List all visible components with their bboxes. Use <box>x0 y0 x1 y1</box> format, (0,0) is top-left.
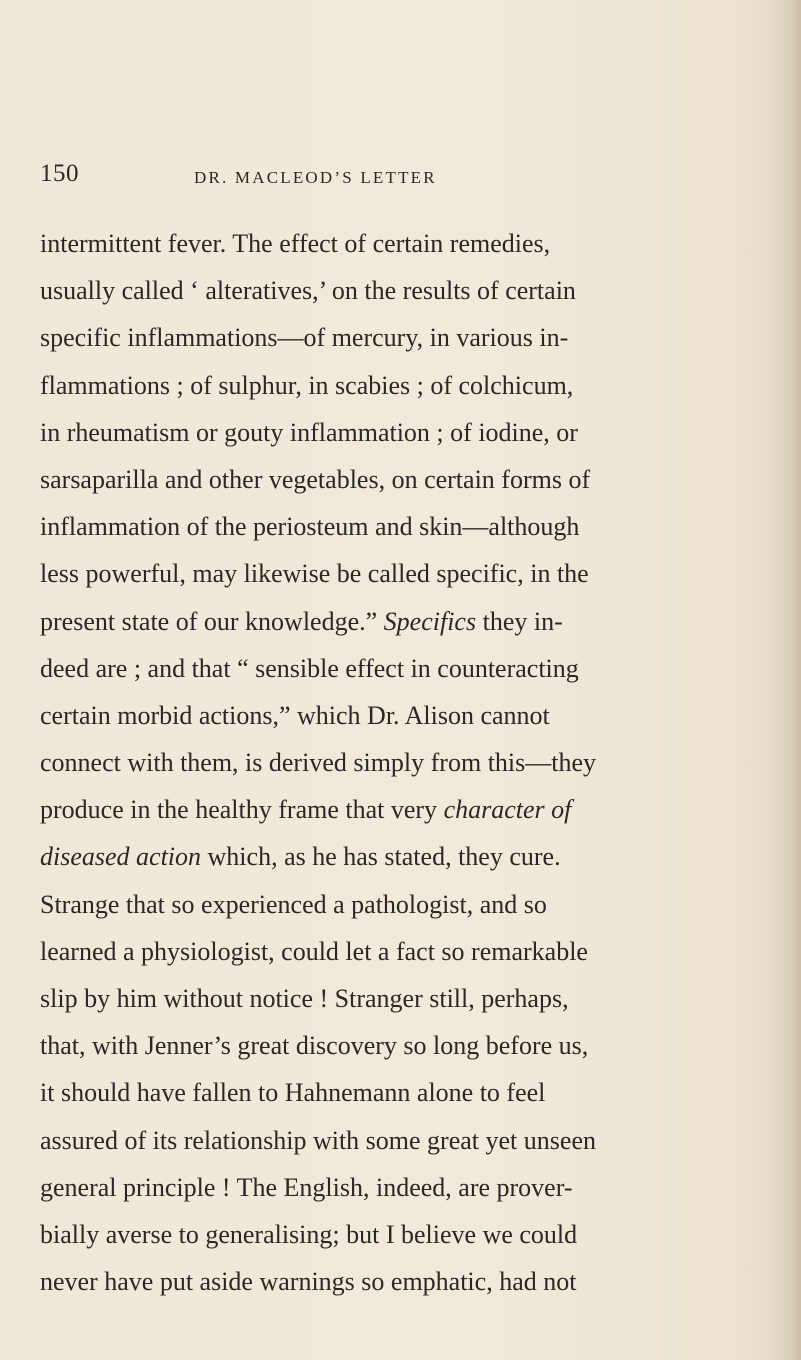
text-line: never have put aside warnings so emphatic, had not <box>40 1267 577 1297</box>
text-line: connect with them, is derived simply from this—they <box>40 748 597 778</box>
text-line: specific inflammations—of mercury, in various in- <box>40 323 569 353</box>
text-segment: they in- <box>476 606 563 636</box>
italic-character-of: character of <box>443 795 572 825</box>
text-line: bially averse to generalising; but I believe we could <box>40 1219 578 1249</box>
text-line: intermittent fever. The effect of certain remedies, <box>40 229 551 258</box>
body-text <box>40 220 780 1305</box>
text-line: slip by him without notice ! Stranger still, perhaps, <box>40 984 569 1013</box>
text-segment: present state of our knowledge.” <box>40 606 384 636</box>
text-line: less powerful, may likewise be called specific, in the <box>40 559 589 589</box>
text-line: usually called ‘ alteratives,’ on the results of certain <box>40 276 576 306</box>
text-line: in rheumatism or gouty inflammation ; of iodine, or <box>40 417 578 447</box>
text-segment: produce in the healthy frame that very <box>40 795 444 825</box>
running-head: DR. MACLEOD’S LETTER <box>194 168 437 187</box>
text-line <box>40 833 780 880</box>
text-line: certain morbid actions,” which Dr. Alison cannot <box>40 700 550 730</box>
text-line: sarsaparilla and other vegetables, on certain forms of <box>40 464 591 494</box>
text-line: it should have fallen to Hahnemann alone to feel <box>40 1078 546 1108</box>
page-number: 150 <box>40 160 79 187</box>
text-line <box>40 598 780 645</box>
text-line: inflammation of the periosteum and skin—although <box>40 512 580 542</box>
text-line: assured of its relationship with some great yet unseen <box>40 1125 596 1155</box>
text-line: deed are ; and that “ sensible effect in counteracting <box>40 653 579 683</box>
page-header <box>40 160 740 200</box>
text-line <box>40 786 780 833</box>
text-line: learned a physiologist, could let a fact so remarkable <box>40 936 588 966</box>
italic-specifics: Specifics <box>383 606 477 636</box>
text-segment: which, as he has stated, they cure. <box>201 842 561 872</box>
text-line: flammations ; of sulphur, in scabies ; of colchicum, <box>40 370 574 400</box>
italic-diseased-action: diseased action <box>40 842 202 872</box>
text-line: Strange that so experienced a pathologist, and so <box>40 889 547 919</box>
text-line: general principle ! The English, indeed, are prover- <box>40 1172 573 1202</box>
text-line: that, with Jenner’s great discovery so long before us, <box>40 1031 589 1061</box>
